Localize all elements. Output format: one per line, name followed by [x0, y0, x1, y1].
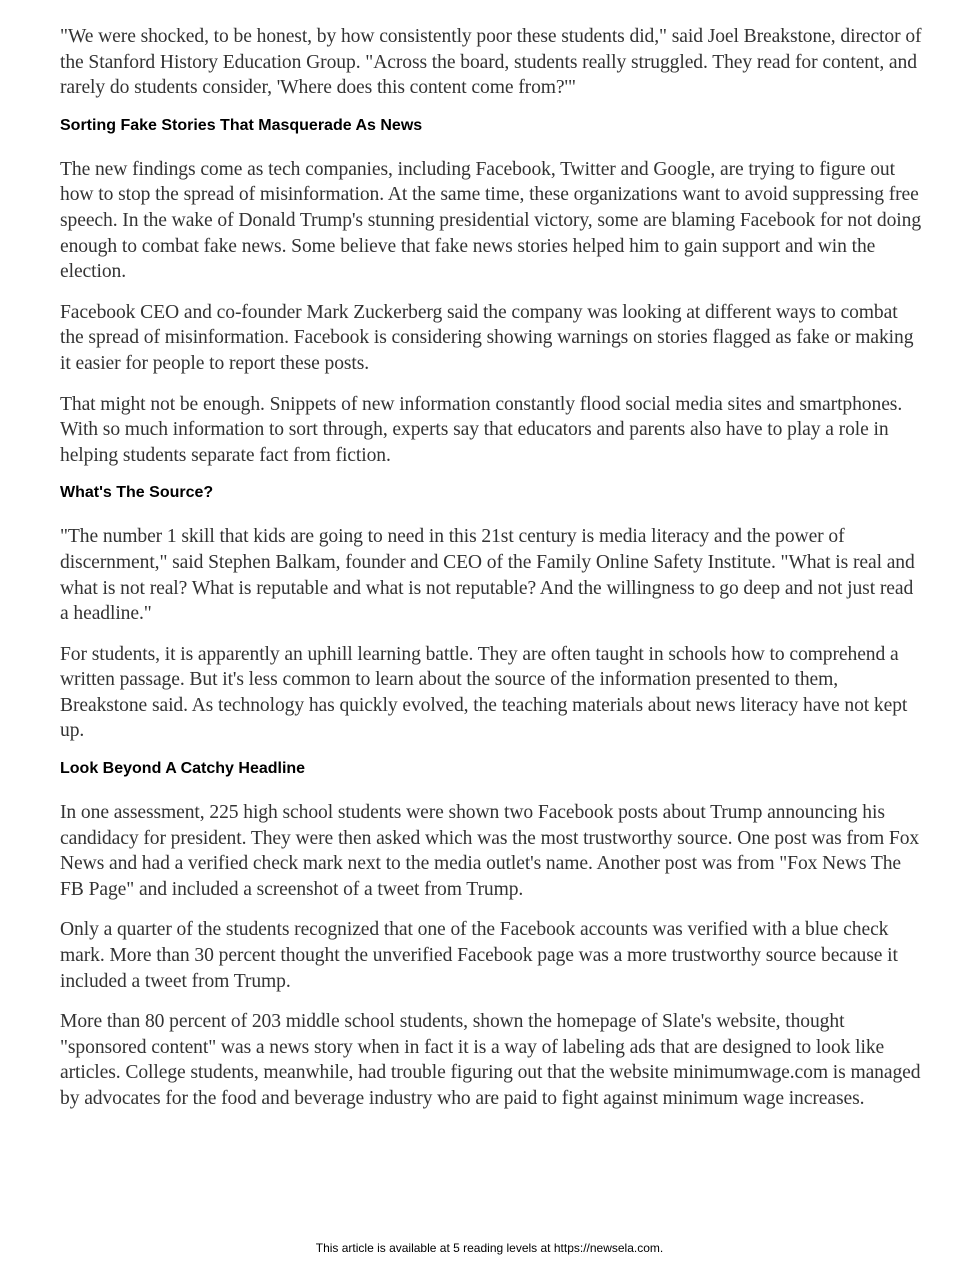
article-body: [60, 24, 922, 1127]
section-heading-sorting-fake-stories: Sorting Fake Stories That Masquerade As News: [60, 116, 423, 134]
paragraph-quarter-of-students: Only a quarter of the students recognized that one of the Facebook accounts was verified with a blue check mark. More than 30 percent thought the unverified Facebook page was a more trustworthy source because it included a tweet from Trump.: [60, 919, 898, 992]
paragraph-not-enough: That might not be enough. Snippets of new information constantly flood social media sites and smartphones. With so much information to sort through, experts say that educators and parents also have to play a role in helping students separate fact from fiction.: [60, 393, 903, 466]
paragraph-assessment: In one assessment, 225 high school students were shown two Facebook posts about Trump announcing his candidacy for president. They were then asked which was the most trustworthy source. One post was from Fox News and had a verified check mark next to the media outlet's name. Another post was from "Fox News The FB Page" and included a screenshot of a tweet from Trump.: [60, 802, 920, 900]
page-footer: This article is available at 5 reading levels at https://newsela.com.: [315, 1241, 664, 1255]
paragraph-breakstone-quote: "We were shocked, to be honest, by how consistently poor these students did," said Joel Breakstone, director of the Stanford History Education Group. "Across the board, students really struggled. They read for content, and rarely do students consider, 'Where does this content come from?'": [60, 26, 922, 99]
paragraph-zuckerberg: Facebook CEO and co-founder Mark Zuckerberg said the company was looking at different ways to combat the spread of misinformation. Facebook is considering showing warnings on stories flagged as fake or making it easier for people to report these posts.: [60, 301, 914, 374]
paragraph-balkam-quote: "The number 1 skill that kids are going to need in this 21st century is media literacy and the power of discernment," said Stephen Balkam, founder and CEO of the Family Online Safety Institute. "What is real and what is not real? What is reputable and what is not reputable? And the willingness to go deep and not just read a headline.": [60, 526, 915, 625]
paragraph-new-findings: The new findings come as tech companies, including Facebook, Twitter and Google, are trying to figure out how to stop the spread of misinformation. At the same time, these organizations want to avoid suppressing free speech. In the wake of Donald Trump's stunning presidential victory, some are blaming Facebook for not doing enough to combat fake news. Some believe that fake news stories helped him to gain support and win the election.: [60, 158, 922, 283]
section-heading-look-beyond-headline: Look Beyond A Catchy Headline: [60, 760, 306, 778]
section-heading-whats-the-source: What's The Source?: [60, 484, 214, 502]
paragraph-middle-school: More than 80 percent of 203 middle school students, shown the homepage of Slate's website, thought "sponsored content" was a news story when in fact it is a way of labeling ads that are designed to look like articles. College students, meanwhile, had trouble figuring out that the website minimumwage.com is managed by advocates for the food and beverage industry who are paid to fight against minimum wage increases.: [60, 1011, 921, 1109]
paragraph-uphill-battle: For students, it is apparently an uphill learning battle. They are often taught in schools how to comprehend a written passage. But it's less common to learn about the source of the information presented to them, Breakstone said. As technology has quickly evolved, the teaching materials about news literacy have not kept up.: [60, 643, 908, 742]
